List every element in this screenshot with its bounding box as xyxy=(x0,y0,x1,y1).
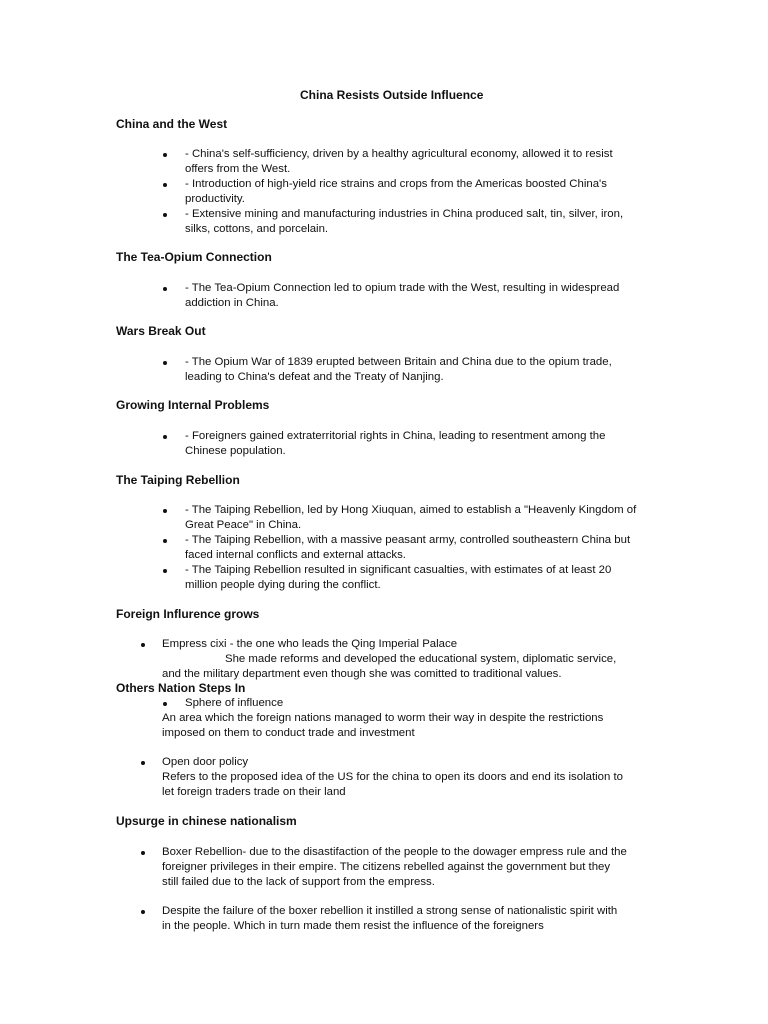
paragraph-line: She made reforms and developed the educational system, diplomatic service, xyxy=(225,653,617,665)
list-item-line: still failed due to the lack of support from the empress. xyxy=(162,876,435,888)
list-item-line: - Extensive mining and manufacturing industries in China produced salt, tin, silver, iron, xyxy=(185,208,624,220)
heading-growing-internal-problems: Growing Internal Problems xyxy=(116,398,270,412)
list-item-line: foreigner privileges in their empire. The citizens rebelled against the government but they xyxy=(162,861,611,873)
heading-foreign-influrence-grows: Foreign Influrence grows xyxy=(116,607,260,621)
list-item-line: Open door policy xyxy=(162,756,249,768)
list-item-line: Despite the failure of the boxer rebellion it instilled a strong sense of nationalistic spirit with xyxy=(162,905,618,917)
list-item-line: million people dying during the conflict. xyxy=(185,579,381,591)
list-item-line: Chinese population. xyxy=(185,445,286,457)
list-item-line: Empress cixi - the one who leads the Qing Imperial Palace xyxy=(162,638,458,650)
heading-china-and-the-west: China and the West xyxy=(116,117,228,131)
bullet-icon xyxy=(163,509,167,513)
list-item-line: - Foreigners gained extraterritorial rights in China, leading to resentment among the xyxy=(185,430,606,442)
list-item-line: Great Peace" in China. xyxy=(185,519,302,531)
page-title: China Resists Outside Influence xyxy=(300,88,484,102)
heading-wars-break-out: Wars Break Out xyxy=(116,324,206,338)
bullet-icon xyxy=(141,851,145,855)
paragraph-line: and the military department even though she was comitted to traditional values. xyxy=(162,668,562,680)
heading-others-nation-steps-in: Others Nation Steps In xyxy=(116,681,246,695)
list-item-line: - The Taiping Rebellion resulted in significant casualties, with estimates of at least 20 xyxy=(185,564,612,576)
list-item-line: in the people. Which in turn made them resist the influence of the foreigners xyxy=(162,920,544,932)
bullet-icon xyxy=(163,569,167,573)
bullet-icon xyxy=(163,435,167,439)
bullet-icon xyxy=(141,643,145,647)
bullet-icon xyxy=(163,183,167,187)
list-item-line: - China's self-sufficiency, driven by a healthy agricultural economy, allowed it to resist xyxy=(185,148,613,160)
paragraph-line: Refers to the proposed idea of the US for the china to open its doors and end its isolation to xyxy=(162,771,623,783)
list-item-line: Sphere of influence xyxy=(185,697,284,709)
list-item-line: - The Taiping Rebellion, led by Hong Xiuquan, aimed to establish a "Heavenly Kingdom of xyxy=(185,504,637,516)
bullet-icon xyxy=(163,702,167,706)
heading-upsurge-in-chinese-nationalism: Upsurge in chinese nationalism xyxy=(116,814,297,828)
bullet-icon xyxy=(163,153,167,157)
list-item-line: - Introduction of high-yield rice strains and crops from the Americas boosted China's xyxy=(185,178,607,190)
list-item-line: Boxer Rebellion- due to the disastifaction of the people to the dowager empress rule and the xyxy=(162,846,627,858)
bullet-icon xyxy=(141,761,145,765)
bullet-icon xyxy=(163,287,167,291)
bullet-icon xyxy=(163,361,167,365)
paragraph-line: An area which the foreign nations managed to worm their way in despite the restrictions xyxy=(162,712,604,724)
heading-tea-opium-connection: The Tea-Opium Connection xyxy=(116,250,272,264)
list-item-line: productivity. xyxy=(185,193,245,205)
bullet-icon xyxy=(141,910,145,914)
list-item-line: faced internal conflicts and external attacks. xyxy=(185,549,406,561)
bullet-icon xyxy=(163,213,167,217)
list-item-line: - The Opium War of 1839 erupted between Britain and China due to the opium trade, xyxy=(185,356,612,368)
list-item-line: - The Taiping Rebellion, with a massive peasant army, controlled southeastern China but xyxy=(185,534,631,546)
paragraph-line: let foreign traders trade on their land xyxy=(162,786,346,798)
list-item-line: silks, cottons, and porcelain. xyxy=(185,223,329,235)
list-item-line: addiction in China. xyxy=(185,297,279,309)
bullet-icon xyxy=(163,539,167,543)
list-item-line: leading to China's defeat and the Treaty of Nanjing. xyxy=(185,371,444,383)
heading-taiping-rebellion: The Taiping Rebellion xyxy=(116,473,240,487)
list-item-line: - The Tea-Opium Connection led to opium trade with the West, resulting in widespread xyxy=(185,282,620,294)
paragraph-line: imposed on them to conduct trade and investment xyxy=(162,727,415,739)
list-item-line: offers from the West. xyxy=(185,163,291,175)
